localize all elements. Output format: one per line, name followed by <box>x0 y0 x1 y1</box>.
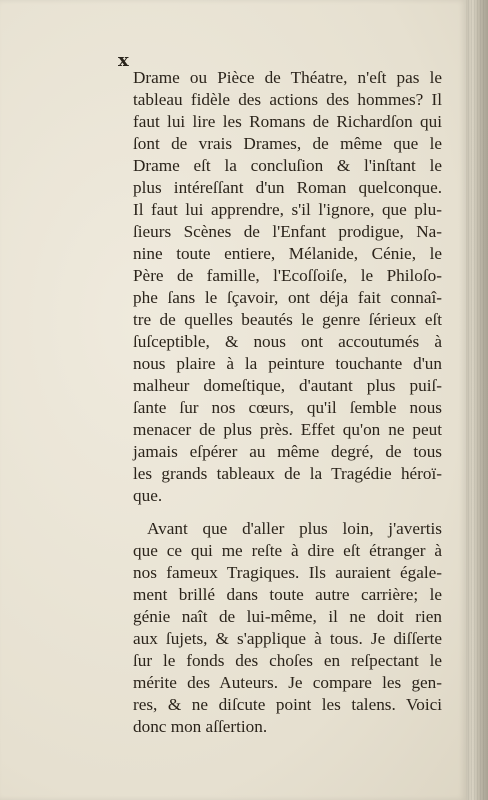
text-line: faut lui lire les Romans de Richardſon qui <box>133 112 442 131</box>
book-fore-edge <box>466 0 488 800</box>
text-line: Père de famille, l'Ecoſſoiſe, le Philoſo- <box>133 266 442 285</box>
text-line: tableau fidèle des actions des hommes? Il <box>133 90 442 109</box>
text-line: ſante ſur nos cœurs, qu'il ſemble nous <box>133 398 442 417</box>
paragraph-gap <box>133 507 442 518</box>
text-line: nous plaire à la peinture touchante d'un <box>133 354 442 373</box>
page-number: x <box>118 50 129 71</box>
text-line: mérite des Auteurs. Je compare les gen- <box>133 673 442 692</box>
text-line: tre de quelles beautés le genre ſérieux eſt <box>133 310 442 329</box>
text-line: Avant que d'aller plus loin, j'avertis <box>147 519 442 538</box>
text-line: nine toute entiere, Mélanide, Cénie, le <box>133 244 442 263</box>
text-line: ſur le fonds des choſes en reſpectant le <box>133 651 442 670</box>
text-line: que ce qui me reſte à dire eſt étranger à <box>133 541 442 560</box>
text-line: menacer de plus près. Effet qu'on ne peut <box>133 420 442 439</box>
page-text <box>133 67 442 738</box>
text-line: jamais eſpérer au même degré, de tous <box>133 442 442 461</box>
text-line: Drame ou Pièce de Théatre, n'eſt pas le <box>133 68 442 87</box>
text-line: les grands tableaux de la Tragédie héroï- <box>133 464 442 483</box>
text-line: Drame eſt la concluſion & l'inſtant le <box>133 156 442 175</box>
text-line: ment brillé dans toute autre carrière; le <box>133 585 442 604</box>
text-line: génie naît de lui-même, il ne doit rien <box>133 607 442 626</box>
text-line: malheur domeſtique, d'autant plus puiſ- <box>133 376 442 395</box>
text-line: plus intéreſſant d'un Roman quelconque. <box>133 178 442 197</box>
text-line: phe ſans le ſçavoir, ont déja fait connaî- <box>133 288 442 307</box>
text-line: Il faut lui apprendre, s'il l'ignore, que plu- <box>133 200 442 219</box>
paragraph <box>133 518 442 738</box>
text-line: nos fameux Tragiques. Ils auraient égale- <box>133 563 442 582</box>
paragraph <box>133 67 442 507</box>
text-line: donc mon aſſertion. <box>133 717 268 736</box>
text-line: aux ſujets, & s'applique à tous. Je diſſerte <box>133 629 442 648</box>
text-line: res, & ne diſcute point les talens. Voici <box>133 695 442 714</box>
text-line: ſont de vrais Drames, de même que le <box>133 134 442 153</box>
text-line: ſuſceptible, & nous ont accoutumés à <box>133 332 442 351</box>
text-line: que. <box>133 486 163 505</box>
text-line: ſieurs Scènes de l'Enfant prodigue, Na- <box>133 222 442 241</box>
